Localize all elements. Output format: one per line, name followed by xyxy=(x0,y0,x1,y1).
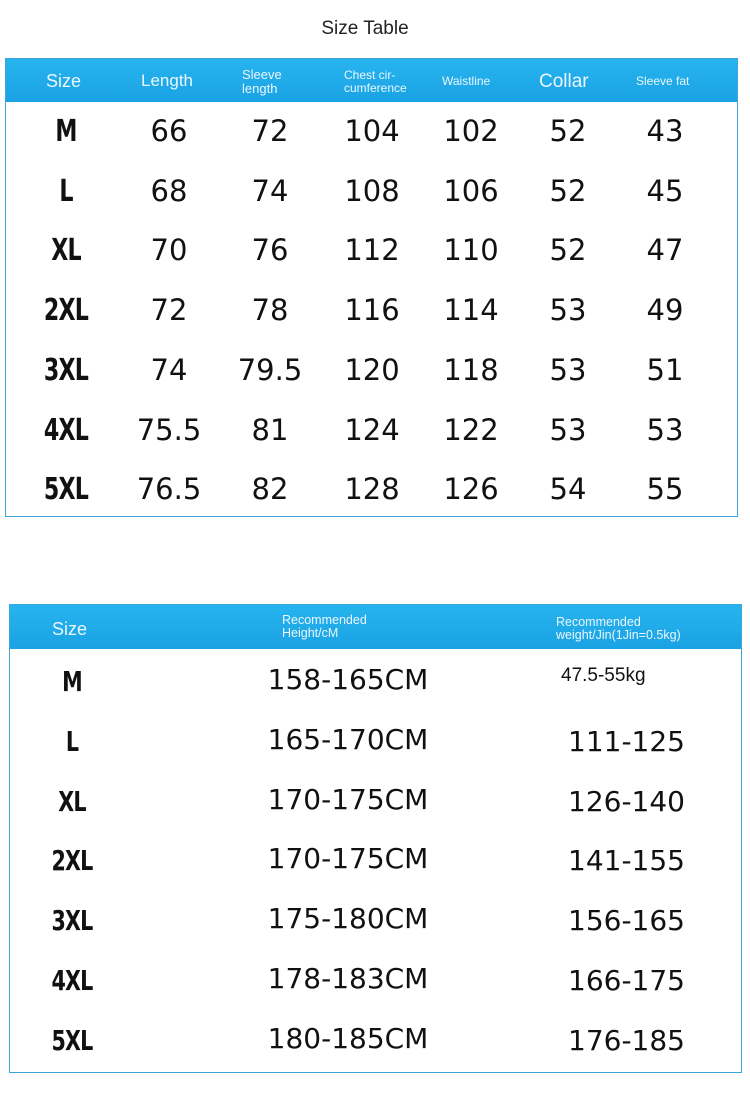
table-cell: 53 xyxy=(646,412,684,447)
height-cell: 180-185CM xyxy=(267,1021,429,1055)
header-sleeve-fat: Sleeve fat xyxy=(636,74,690,88)
recommend-table xyxy=(9,604,742,1073)
header-collar: Collar xyxy=(539,71,589,92)
size-label: 4XL xyxy=(51,964,93,997)
size-label: 2XL xyxy=(51,844,93,878)
table-row xyxy=(10,842,741,882)
table-cell: 72 xyxy=(150,293,188,328)
size-label: XL xyxy=(51,233,81,269)
table-cell: 45 xyxy=(646,173,684,208)
table-cell: 82 xyxy=(251,472,289,507)
header-chest-line2: cumference xyxy=(344,80,407,95)
weight-cell: 126-140 xyxy=(568,784,685,818)
table-cell: 72 xyxy=(251,114,289,148)
table-cell: 49 xyxy=(646,293,684,328)
table-cell: 112 xyxy=(344,233,400,268)
header-weight xyxy=(556,616,681,642)
header-size: Size xyxy=(46,71,82,91)
table-cell: 54 xyxy=(549,472,587,507)
size-label: L xyxy=(65,724,79,758)
table-cell: 76.5 xyxy=(136,472,202,507)
header-chest-line1: Chest cir- xyxy=(344,68,396,82)
table-row xyxy=(6,293,737,333)
header-sleeve-line1: Sleeve xyxy=(242,67,282,82)
table-cell: 55 xyxy=(646,472,684,507)
table-cell: 118 xyxy=(443,352,499,387)
table-row xyxy=(10,1022,741,1062)
height-cell: 158-165CM xyxy=(267,663,429,696)
weight-cell: 156-165 xyxy=(568,904,685,938)
table-cell: 74 xyxy=(251,173,289,208)
table-cell: 76 xyxy=(251,233,289,268)
header-weight-line1: Recommended xyxy=(556,615,641,629)
height-cell: 170-175CM xyxy=(267,842,429,876)
table-cell: 53 xyxy=(549,412,587,447)
table-cell: 79.5 xyxy=(237,352,303,387)
table-cell: 81 xyxy=(251,412,289,447)
table-cell: 52 xyxy=(549,114,587,148)
size-label: L xyxy=(59,173,73,209)
table-row xyxy=(10,723,741,763)
size-label: 3XL xyxy=(43,352,89,388)
size-label: 2XL xyxy=(43,293,89,329)
height-cell: 175-180CM xyxy=(267,902,429,936)
table-cell: 126 xyxy=(443,472,499,507)
size-label: M xyxy=(55,114,77,149)
size-table xyxy=(5,58,738,517)
table-cell: 110 xyxy=(443,233,499,268)
size-label: 3XL xyxy=(51,904,93,938)
size-label: 5XL xyxy=(51,1023,93,1057)
weight-cell: 111-125 xyxy=(568,724,685,758)
weight-cell: 176-185 xyxy=(568,1023,685,1057)
height-cell: 165-170CM xyxy=(267,722,429,756)
header-size: Size xyxy=(52,619,88,639)
table-cell: 116 xyxy=(344,293,400,328)
table-cell: 47 xyxy=(646,233,684,268)
size-table-header xyxy=(6,59,737,102)
table-row xyxy=(10,902,741,942)
size-label: 4XL xyxy=(43,412,89,448)
table-cell: 114 xyxy=(443,293,499,328)
header-height xyxy=(282,614,367,640)
table-cell: 51 xyxy=(646,352,684,387)
table-row xyxy=(6,413,737,453)
table-cell: 104 xyxy=(344,114,400,148)
recommend-table-header xyxy=(10,605,741,649)
weight-cell: 47.5-55kg xyxy=(561,665,646,686)
size-label: M xyxy=(62,665,82,698)
size-label: 5XL xyxy=(43,472,89,508)
height-cell: 170-175CM xyxy=(267,782,429,816)
table-cell: 124 xyxy=(344,412,400,447)
table-cell: 120 xyxy=(344,352,400,387)
header-waistline: Waistline xyxy=(442,74,491,88)
table-cell: 75.5 xyxy=(136,412,202,447)
table-row xyxy=(6,472,737,512)
table-cell: 52 xyxy=(549,173,587,208)
table-cell: 102 xyxy=(443,114,499,148)
table-cell: 78 xyxy=(251,293,289,328)
table-cell: 108 xyxy=(344,173,400,208)
page-title: Size Table xyxy=(321,18,409,39)
table-cell: 70 xyxy=(150,233,188,268)
header-sleeve-length xyxy=(242,68,282,95)
table-row xyxy=(10,663,741,703)
weight-cell: 141-155 xyxy=(568,844,685,878)
header-weight-line2: weight/Jin(1Jin=0.5kg) xyxy=(556,628,681,643)
table-cell: 53 xyxy=(549,352,587,387)
size-label: XL xyxy=(58,784,86,818)
table-cell: 122 xyxy=(443,412,499,447)
table-row xyxy=(6,174,737,214)
header-height-line2: Height/cM xyxy=(282,626,339,641)
table-row xyxy=(10,783,741,823)
table-cell: 74 xyxy=(150,352,188,387)
table-row xyxy=(6,233,737,273)
weight-cell: 166-175 xyxy=(568,964,685,997)
table-row xyxy=(10,962,741,1002)
table-cell: 43 xyxy=(646,114,684,148)
header-sleeve-line2: length xyxy=(242,80,278,96)
table-cell: 106 xyxy=(443,173,499,208)
table-row xyxy=(6,353,737,393)
table-cell: 68 xyxy=(150,173,188,208)
header-length: Length xyxy=(141,71,193,90)
table-cell: 52 xyxy=(549,233,587,268)
header-chest xyxy=(344,69,407,94)
table-row xyxy=(6,114,737,154)
table-cell: 128 xyxy=(344,472,400,507)
table-cell: 53 xyxy=(549,293,587,328)
table-cell: 66 xyxy=(150,114,188,148)
height-cell: 178-183CM xyxy=(267,962,429,995)
header-height-line1: Recommended xyxy=(282,613,367,627)
